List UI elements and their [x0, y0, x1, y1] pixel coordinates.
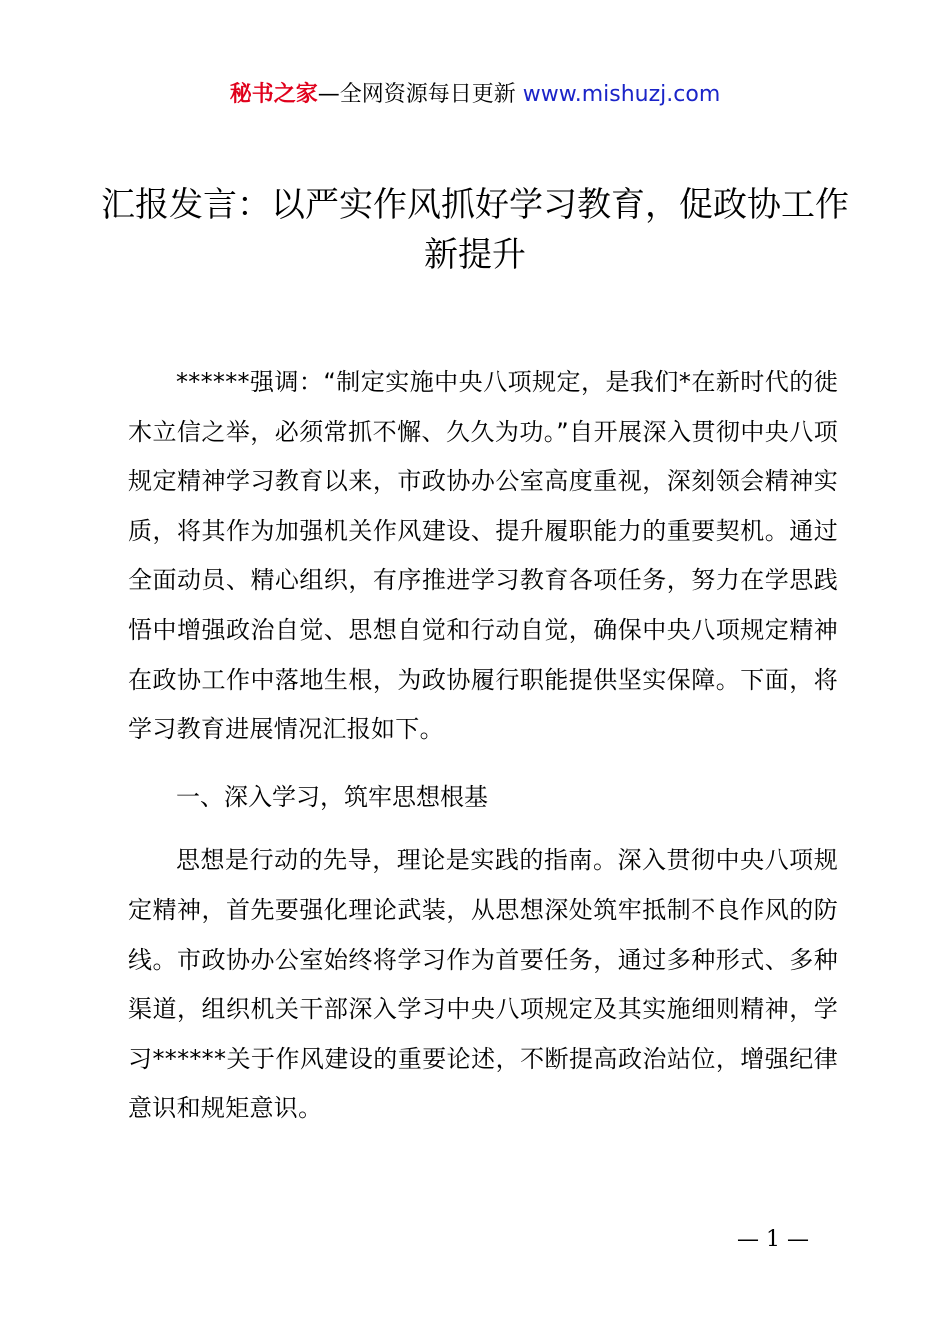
document-body — [128, 358, 838, 1134]
section-heading-1: 一、深入学习，筑牢思想根基 — [176, 782, 488, 811]
document-title: 汇报发言：以严实作风抓好学习教育，促政协工作新提升 — [101, 185, 849, 275]
paragraph-intro: ******强调：“制定实施中央八项规定，是我们*在新时代的徙木立信之举，必须常抓不懈、久久为功。”自开展深入贯彻中央八项规定精神学习教育以来，市政协办公室高度重视，深刻领会精神实质，将其作为加强机关作风建设、提升履职能力的重要契机。通过全面动员、精心组织，有序推进学习教育各项任务，努力在学思践悟中增强政治自觉、思想自觉和行动自觉，确保中央八项规定精神在政协工作中落地生根，为政协履行职能提供坚实保障。下面，将学习教育进展情况汇报如下。 — [128, 368, 838, 744]
site-url-link[interactable]: www.mishuzj.com — [522, 82, 721, 107]
paragraph-section-1: 思想是行动的先导，理论是实践的指南。深入贯彻中央八项规定精神，首先要强化理论武装，从思想深处筑牢抵制不良作风的防线。市政协办公室始终将学习作为首要任务，通过多种形式、多种渠道，组织机关干部深入学习中央八项规定及其实施细则精神，学习******关于作风建设的重要论述，不断提高政治站位，增强纪律意识和规矩意识。 — [128, 846, 838, 1123]
site-brand: 秘书之家 — [229, 82, 318, 107]
site-header — [0, 80, 950, 110]
page-number: — 1 — — [737, 1227, 809, 1252]
site-tagline: —全网资源每日更新 — [317, 82, 523, 107]
